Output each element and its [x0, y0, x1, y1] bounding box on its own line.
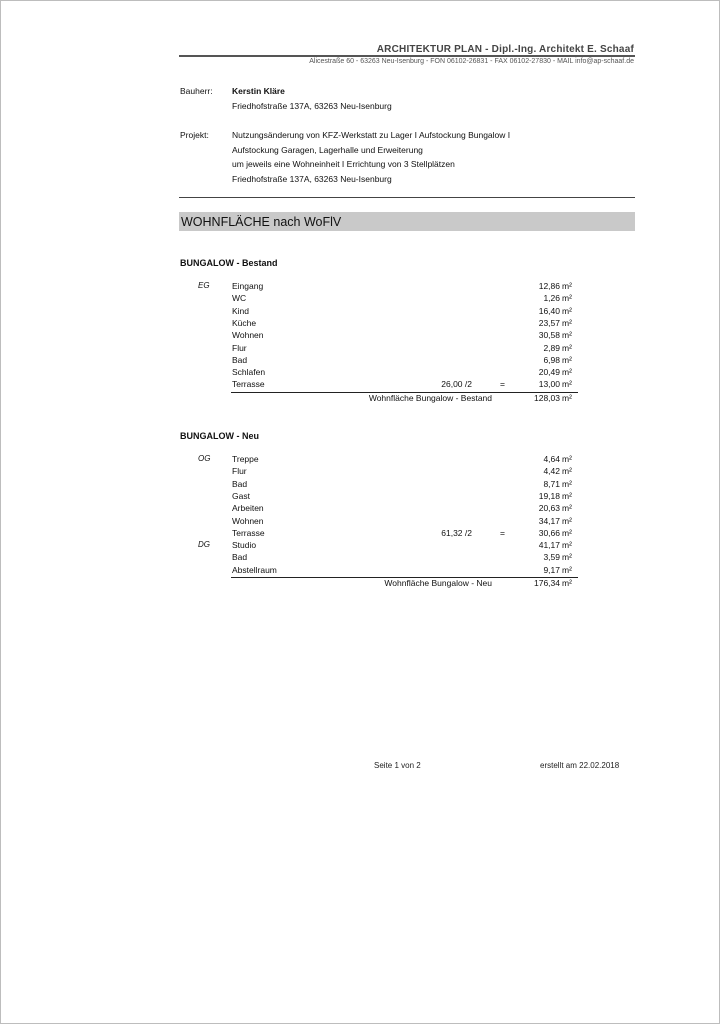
room-area: 3,59 — [543, 552, 560, 563]
area-calculation: 26,00 /2 — [441, 379, 472, 390]
total-label: Wohnfläche Bungalow - Neu — [384, 578, 492, 588]
room-area: 2,89 — [543, 342, 560, 353]
room-area: 4,42 — [543, 466, 560, 477]
room-name: Schlafen — [232, 367, 266, 378]
creation-date: erstellt am 22.02.2018 — [540, 761, 620, 770]
room-area: 34,17 — [538, 515, 560, 526]
room-name: Abstellraum — [232, 564, 277, 575]
equals-sign: = — [500, 527, 505, 538]
letterhead-address: Alicestraße 60 - 63263 Neu-Isenburg - FON 06102-26831 - FAX 06102-27830 - MAIL info@ap-schaaf.de — [309, 58, 634, 65]
area-unit: m² — [562, 342, 572, 353]
floor-level: OG — [198, 454, 211, 463]
table-row — [0, 516, 720, 528]
room-area: 9,17 — [543, 564, 560, 575]
room-name: Bad — [232, 552, 248, 563]
room-name: Treppe — [232, 454, 259, 464]
total-label: Wohnfläche Bungalow - Bestand — [368, 393, 492, 403]
area-unit: m² — [562, 503, 572, 514]
room-name: Eingang — [232, 281, 264, 291]
room-name: Flur — [232, 342, 247, 353]
area-unit: m² — [562, 379, 572, 390]
floor-level: EG — [198, 281, 210, 290]
room-area: 8,71 — [543, 478, 560, 489]
area-unit: m² — [562, 305, 572, 316]
section-rule — [179, 197, 635, 198]
section-heading: WOHNFLÄCHE nach WoFlV — [181, 215, 342, 229]
room-name: Kind — [232, 305, 250, 316]
table-row — [0, 540, 720, 552]
page-number: Seite 1 von 2 — [374, 761, 421, 770]
room-area: 16,40 — [538, 305, 560, 316]
area-unit: m² — [562, 454, 572, 464]
table-row — [0, 552, 720, 564]
room-name: Flur — [232, 466, 247, 477]
room-name: Terrasse — [232, 527, 265, 538]
letterhead-title: ARCHITEKTUR PLAN - Dipl.-Ing. Architekt E. Schaaf — [376, 44, 634, 55]
table-row — [0, 281, 720, 293]
area-unit: m² — [562, 293, 572, 304]
area-unit: m² — [562, 330, 572, 341]
project-label: Projekt: — [180, 130, 209, 140]
room-area: 19,18 — [538, 490, 560, 501]
table-row — [0, 528, 720, 540]
floor-level: DG — [198, 540, 210, 550]
project-line: Aufstockung Garagen, Lagerhalle und Erweiterung — [232, 145, 423, 155]
room-area: 6,98 — [543, 354, 560, 365]
room-name: WC — [232, 293, 247, 304]
area-unit: m² — [562, 540, 572, 551]
neu-title: BUNGALOW - Neu — [180, 431, 259, 441]
table-row — [0, 479, 720, 491]
total-area: 128,03 — [534, 393, 560, 403]
area-unit: m² — [562, 552, 572, 563]
area-unit: m² — [562, 281, 572, 291]
neu-total-row — [0, 578, 720, 590]
room-name: Arbeiten — [232, 503, 264, 514]
area-calculation: 61,32 /2 — [441, 527, 472, 538]
room-name: Terrasse — [232, 379, 265, 390]
client-address: Friedhofstraße 137A, 63263 Neu-Isenburg — [232, 101, 392, 111]
equals-sign: = — [500, 379, 505, 390]
area-unit: m² — [562, 478, 572, 489]
room-area: 12,86 — [538, 281, 560, 291]
table-row — [0, 367, 720, 379]
room-area: 20,49 — [538, 367, 560, 378]
table-row — [0, 379, 720, 391]
area-unit: m² — [562, 466, 572, 477]
area-unit: m² — [562, 527, 572, 538]
table-row — [0, 318, 720, 330]
table-row — [0, 306, 720, 318]
area-unit: m² — [562, 564, 572, 575]
room-name: Studio — [232, 540, 257, 551]
room-area: 1,26 — [543, 293, 560, 304]
room-name: Bad — [232, 478, 248, 489]
total-area: 176,34 — [534, 578, 560, 588]
area-unit: m² — [562, 367, 572, 378]
room-area: 13,00 — [538, 379, 560, 390]
area-unit: m² — [562, 354, 572, 365]
room-area: 20,63 — [538, 503, 560, 514]
letterhead-rule — [179, 55, 635, 57]
room-area: 30,66 — [538, 527, 560, 538]
area-unit: m² — [562, 515, 572, 526]
project-line: Friedhofstraße 137A, 63263 Neu-Isenburg — [232, 174, 392, 184]
client-name: Kerstin Kläre — [232, 86, 285, 96]
table-row — [0, 503, 720, 515]
room-name: Gast — [232, 490, 250, 501]
room-name: Bad — [232, 354, 248, 365]
room-area: 23,57 — [538, 317, 560, 328]
table-row — [0, 330, 720, 342]
room-name: Wohnen — [232, 330, 264, 341]
room-area: 30,58 — [538, 330, 560, 341]
bestand-title: BUNGALOW - Bestand — [180, 258, 278, 268]
area-unit: m² — [562, 490, 572, 501]
total-unit: m² — [562, 393, 572, 403]
area-unit: m² — [562, 317, 572, 328]
table-row — [0, 565, 720, 577]
client-label: Bauherr: — [180, 86, 213, 96]
table-row — [0, 491, 720, 503]
table-row — [0, 454, 720, 466]
table-row — [0, 293, 720, 305]
project-line: Nutzungsänderung von KFZ-Werkstatt zu Lager I Aufstockung Bungalow I — [232, 130, 511, 140]
table-row — [0, 355, 720, 367]
total-unit: m² — [562, 578, 572, 588]
room-area: 4,64 — [543, 454, 560, 464]
table-row — [0, 343, 720, 355]
room-name: Wohnen — [232, 515, 264, 526]
room-name: Küche — [232, 317, 257, 328]
bestand-total-row — [0, 393, 720, 405]
room-area: 41,17 — [538, 540, 560, 551]
table-row — [0, 466, 720, 478]
project-line: um jeweils eine Wohneinheit I Errichtung von 3 Stellplätzen — [232, 159, 455, 169]
